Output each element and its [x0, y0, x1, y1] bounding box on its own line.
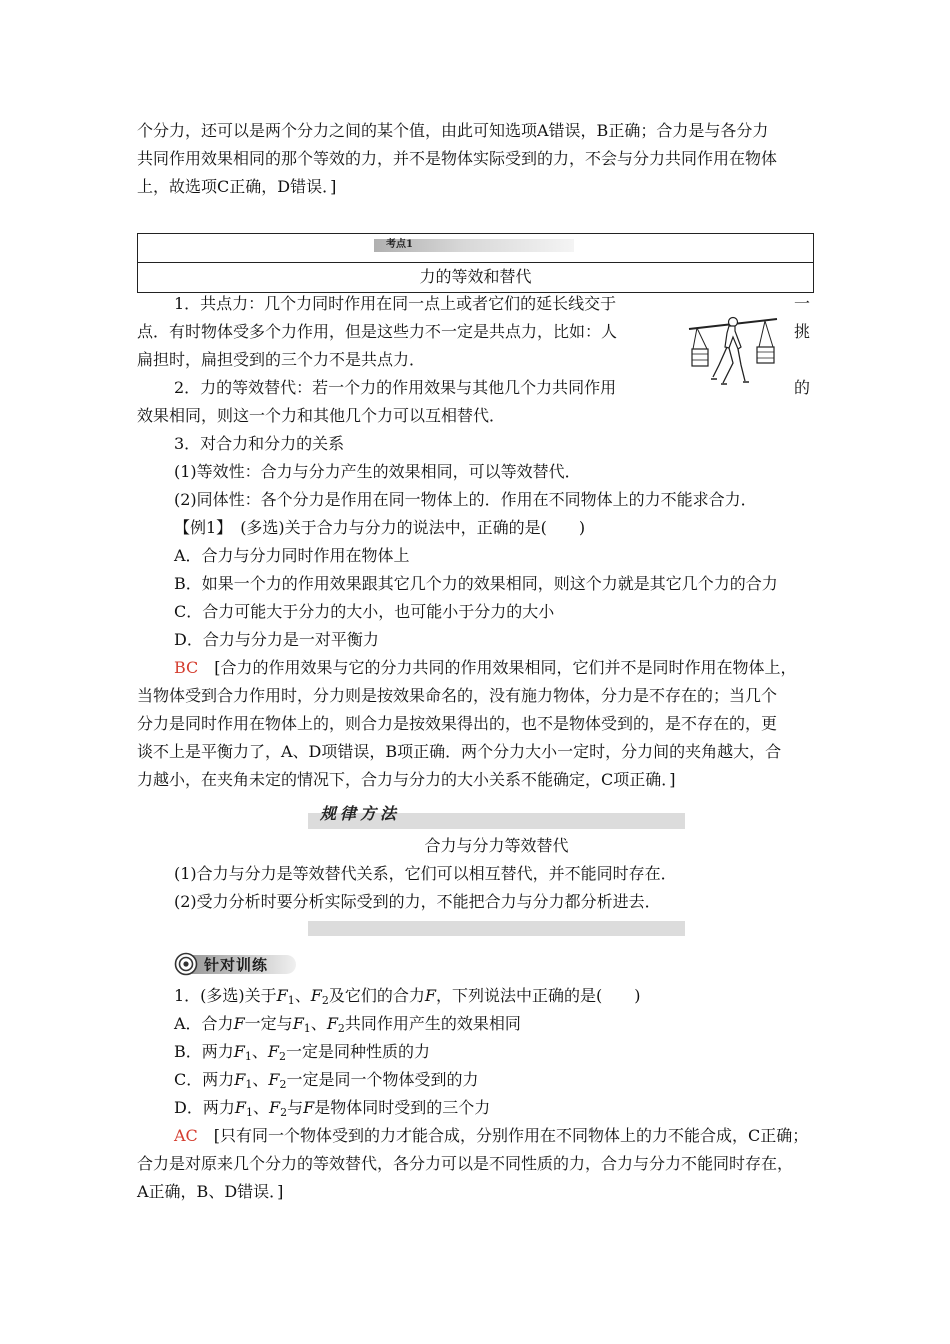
example-option-c: C．合力可能大于分力的大小，也可能小于分力的大小 — [174, 602, 555, 621]
kaodian-title: 力的等效和替代 — [419, 267, 532, 286]
example-answer: BC — [174, 658, 199, 677]
method-tag-label: 规律方法 — [320, 804, 401, 823]
option-d-part-4: 是物体同时受到的三个力 — [314, 1098, 491, 1117]
intro-line-3: 上，故选项C正确，D错误．] — [137, 177, 337, 196]
option-d-part-2: 、 — [252, 1098, 269, 1117]
point-2-line-a: 2．力的等效替代：若一个力的作用效果与其他几个力共同作用 — [174, 378, 617, 397]
example-question: (多选)关于合力与分力的说法中，正确的是( ) — [224, 518, 586, 537]
option-d-part-3: 与 — [287, 1098, 304, 1117]
option-c-part-2: 、 — [252, 1070, 269, 1089]
force-f1-symbol: F — [276, 986, 288, 1005]
force-f2-subscript: 2 — [321, 994, 329, 1007]
force-f2-subscript: 2 — [279, 1050, 286, 1063]
force-f1-subscript: 1 — [245, 1078, 253, 1091]
target-icon — [174, 952, 198, 976]
example-label: 【例1】 — [174, 518, 225, 537]
example-option-a: A．合力与分力同时作用在物体上 — [174, 546, 410, 565]
force-f1-subscript: 1 — [244, 1050, 252, 1063]
force-f1-subscript: 1 — [245, 1106, 253, 1119]
method-footer-bar — [308, 921, 685, 936]
point-2-line-a-end: 的 — [794, 378, 811, 397]
option-a-part-3: 、 — [310, 1014, 327, 1033]
training-question-suffix: ，下列说法中正确的是( ) — [436, 986, 641, 1005]
option-c-part-3: 一定是同一个物体受到的力 — [286, 1070, 479, 1089]
force-f1-symbol: F — [292, 1014, 304, 1033]
force-f2-symbol: F — [267, 1042, 279, 1061]
force-f2-subscript: 2 — [279, 1078, 287, 1091]
example-explanation-line-5: 力越小，在夹角未定的情况下，合力与分力的大小关系不能确定，C项正确．] — [137, 770, 676, 789]
force-f1-subscript: 1 — [303, 1022, 311, 1035]
option-b-part-2: 、 — [251, 1042, 268, 1061]
force-f1-subscript: 1 — [287, 994, 295, 1007]
carrying-pole-illustration — [683, 313, 783, 393]
training-tag — [174, 950, 296, 976]
method-tag — [320, 801, 412, 825]
example-explanation-line-2: 当物体受到合力作用时，分力则是按效果命名的，没有施力物体，分力是不存在的；当几个 — [137, 686, 778, 705]
force-f-symbol: F — [233, 1014, 245, 1033]
point-3-1: (1)等效性：合力与分力产生的效果相同，可以等效替代． — [174, 462, 581, 481]
intro-line-2: 共同作用效果相同的那个等效的力，并不是物体实际受到的力，不会与分力共同作用在物体 — [137, 149, 778, 168]
kaodian-divider — [138, 262, 813, 263]
example-explanation-line-3: 分力是同时作用在物体上的，则合力是按效果得出的，也不是物体受到的，是不存在的，更 — [137, 714, 778, 733]
point-3-2: (2)同体性：各个分力是作用在同一物体上的．作用在不同物体上的力不能求合力． — [174, 490, 757, 509]
training-question-mid: 及它们的合力 — [328, 986, 425, 1005]
point-1-line-a-end: 一 — [794, 294, 811, 313]
training-question-prefix: 1．(多选)关于 — [174, 986, 277, 1005]
example-explanation-line-4: 谈不上是平衡力了，A、D项错误，B项正确．两个分力大小一定时，分力间的夹角越大，合 — [137, 742, 782, 761]
force-f2-symbol: F — [268, 1098, 281, 1117]
example-explanation-text-1: [合力的作用效果与它的分力共同的作用效果相同，它们并不是同时作用在物体上， — [198, 658, 797, 677]
option-a-part-2: 一定与 — [244, 1014, 293, 1033]
training-explanation-text-1: [只有同一个物体受到的力才能合成，分别作用在不同物体上的力不能合成，C正确； — [197, 1126, 809, 1145]
kaodian-box — [137, 233, 814, 293]
option-b-part-3: 一定是同种性质的力 — [286, 1042, 431, 1061]
training-question-sep: 、 — [294, 986, 311, 1005]
method-item-1: (1)合力与分力是等效替代关系，它们可以相互替代，并不能同时存在． — [174, 864, 677, 883]
force-f2-symbol: F — [268, 1070, 280, 1089]
method-item-2: (2)受力分析时要分析实际受到的力，不能把合力与分力都分析进去． — [174, 892, 661, 911]
force-f2-subscript: 2 — [337, 1022, 345, 1035]
example-explanation-line-1 — [174, 654, 814, 682]
force-f2-subscript: 2 — [280, 1106, 288, 1119]
force-f2-symbol: F — [326, 1014, 338, 1033]
option-d-part-1: D．两力 — [174, 1098, 235, 1117]
option-a-part-4: 共同作用产生的效果相同 — [344, 1014, 521, 1033]
method-title: 合力与分力等效替代 — [424, 836, 569, 855]
example-stem — [174, 514, 814, 542]
training-explanation-line-2: 合力是对原来几个分力的等效替代，各分力可以是不同性质的力，合力与分力不能同时存在， — [137, 1154, 794, 1173]
force-f-symbol: F — [303, 1098, 315, 1117]
point-3: 3．对合力和分力的关系 — [174, 434, 345, 453]
example-option-d: D．合力与分力是一对平衡力 — [174, 630, 379, 649]
training-answer: AC — [174, 1126, 198, 1145]
point-1-line-c: 扁担时，扁担受到的三个力不是共点力． — [137, 350, 426, 369]
intro-line-1: 个分力，还可以是两个分力之间的某个值，由此可知选项A错误，B正确；合力是与各分力 — [137, 121, 769, 140]
training-explanation-line-1 — [174, 1122, 814, 1150]
option-b-part-1: B．两力 — [174, 1042, 234, 1061]
force-f1-symbol: F — [234, 1098, 246, 1117]
option-a-part-1: A．合力 — [174, 1014, 234, 1033]
force-f1-symbol: F — [233, 1042, 245, 1061]
kaodian-tab-label: 考点1 — [386, 239, 413, 250]
kaodian-tab — [374, 239, 574, 252]
force-f2-symbol: F — [310, 986, 322, 1005]
training-explanation-line-3: A正确，B、D错误．] — [137, 1182, 284, 1201]
option-c-part-1: C．两力 — [174, 1070, 235, 1089]
point-1-line-a: 1．共点力：几个力同时作用在同一点上或者它们的延长线交于 — [174, 294, 617, 313]
point-2-line-b: 效果相同，则这一个力和其他几个力可以互相替代． — [137, 406, 506, 425]
point-1-line-b: 点．有时物体受多个力作用，但是这些力不一定是共点力，比如：人 — [137, 322, 618, 341]
point-1-line-b-end: 挑 — [794, 322, 811, 341]
example-option-b: B．如果一个力的作用效果跟其它几个力的效果相同，则这个力就是其它几个力的合力 — [174, 574, 778, 593]
training-tag-label: 针对训练 — [204, 956, 269, 974]
force-f-symbol: F — [424, 986, 437, 1005]
force-f1-symbol: F — [234, 1070, 246, 1089]
